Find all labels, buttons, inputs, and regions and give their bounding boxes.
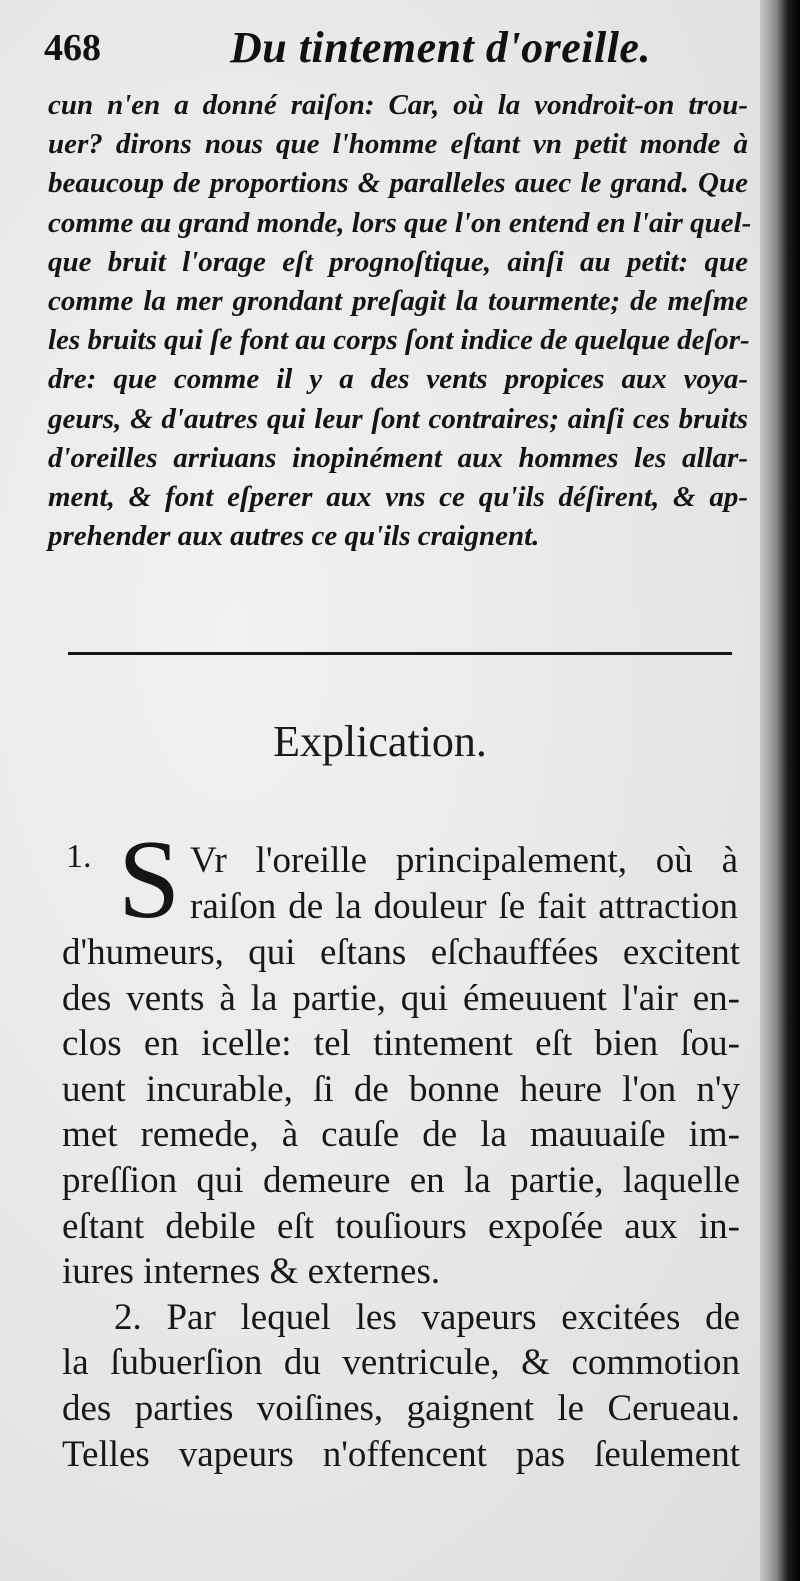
page-header (44, 22, 744, 82)
text-line: prehender aux autres ce qu'ils craignent. (48, 520, 540, 553)
text-line: preſſion qui demeure en la partie, laquelle (62, 1159, 740, 1201)
text-line: comme au grand monde, lors que l'on entend en l'air quel- (48, 206, 752, 239)
text-line: cun n'en a donné raiſon: Car, où la vondroit-on trou- (48, 89, 748, 121)
horizontal-rule (68, 652, 732, 655)
running-title: Du tintement d'oreille. (230, 23, 651, 72)
text-line: beaucoup de proportions & paralleles auec le grand. Que (48, 167, 748, 200)
page-number: 468 (44, 27, 101, 69)
text-line: raiſon de la douleur ſe fait attraction (190, 885, 738, 927)
text-line: Vr l'oreille principalement, où à (190, 840, 738, 881)
text-line: ment, & font eſperer aux vns ce qu'ils déſirent, & ap- (48, 481, 748, 514)
book-gutter-shadow (760, 0, 800, 1581)
text-line: geurs, & d'autres qui leur ſont contraires; ainſi ces bruits (48, 402, 748, 435)
text-line: la ſubuerſion du ventricule, & commotion (62, 1342, 740, 1384)
text-line: des vents à la partie, qui émeuuent l'air en- (62, 977, 740, 1019)
text-line: d'humeurs, qui eſtans eſchauffées excitent (62, 932, 740, 973)
text-line: comme la mer grondant preſagit la tourmente; de meſme (48, 285, 748, 318)
text-line: les bruits qui ſe font au corps ſont indice de quelque deſor- (48, 324, 750, 357)
italic-paragraph (48, 86, 752, 556)
text-line: dre: que comme il y a des vents propices aux voya- (48, 363, 748, 396)
text-line: que bruit l'orage eſt prognoſtique, ainſi au petit: que (48, 245, 748, 278)
section-heading: Explication. (273, 717, 487, 766)
explication-first-lines (190, 838, 738, 929)
item-number: 1. (66, 838, 92, 875)
text-line: eſtant debile eſt touſiours expoſée aux in- (62, 1205, 740, 1247)
text-line: iures internes & externes. (62, 1251, 441, 1293)
text-line: Telles vapeurs n'offencent pas ſeulement (62, 1433, 740, 1475)
text-line: 2. Par lequel les vapeurs excitées de (114, 1296, 740, 1338)
text-line: des parties voiſines, gaignent le Cerueau. (62, 1387, 740, 1429)
text-line: clos en icelle: tel tintement eſt bien ſou- (62, 1023, 740, 1065)
text-line: uent incurable, ſi de bonne heure l'on n'y (62, 1068, 740, 1110)
explication-paragraph (62, 930, 740, 1477)
drop-cap: S (118, 818, 181, 942)
text-line: met remede, à cauſe de la mauuaiſe im- (62, 1114, 740, 1156)
text-line: uer? dirons nous que l'homme eſtant vn petit monde à (48, 128, 748, 161)
text-line: d'oreilles arriuans inopinément aux hommes les allar- (48, 441, 748, 474)
